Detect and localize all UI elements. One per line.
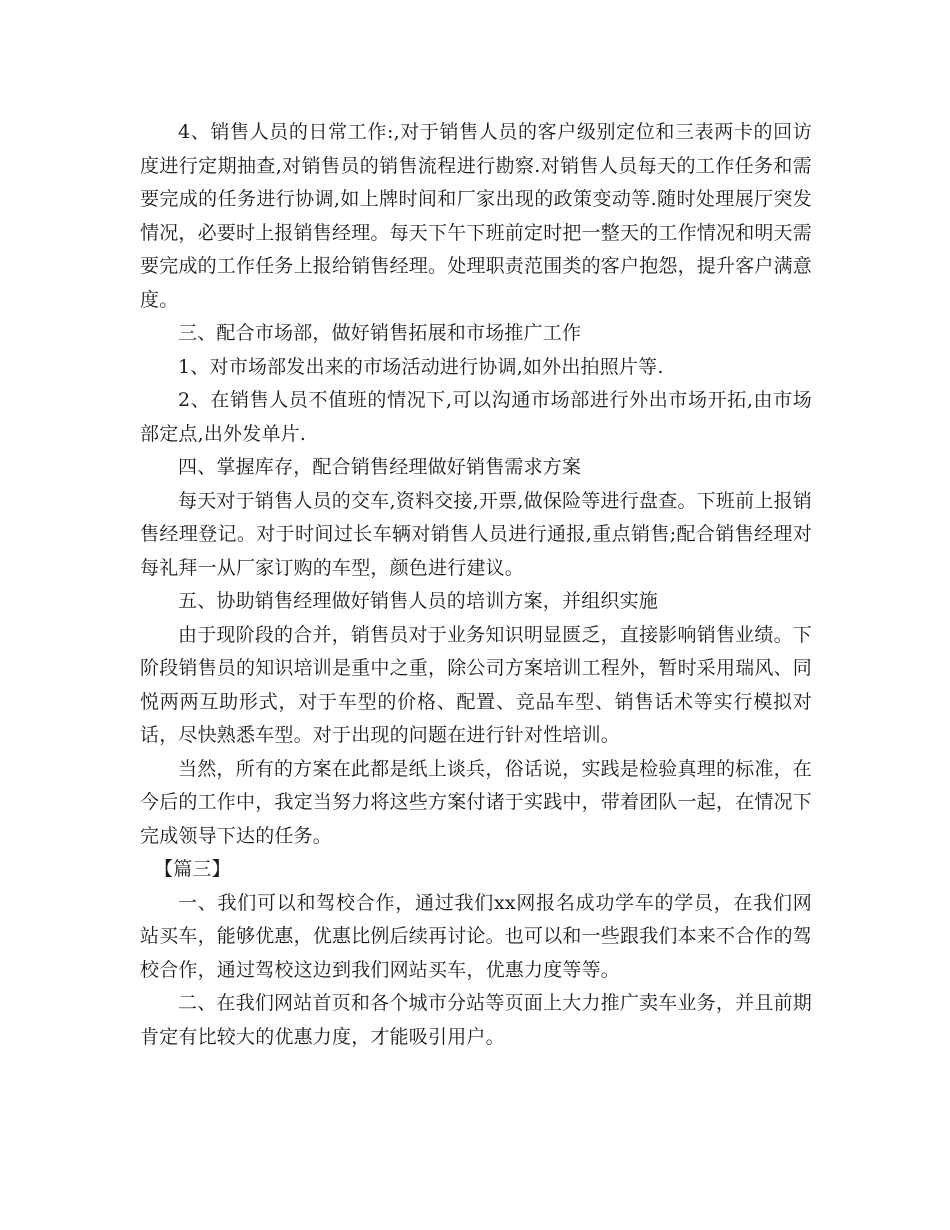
heading-section-four: 四、掌握库存，配合销售经理做好销售需求方案	[178, 456, 582, 478]
heading-section-five: 五、协助销售经理做好销售人员的培训方案，并组织实施	[178, 590, 659, 612]
paragraph-inventory-check: 每天对于销售人员的交车,资料交接,开票,做保险等进行盘查。下班前上报销售经理登记。对于时间过长车辆对销售人员进行通报,重点销售;配合销售经理对每礼拜一从厂家订购的车型，颜色进行建议。	[140, 489, 812, 579]
document-body	[140, 116, 812, 1054]
paragraph-conclusion: 当然，所有的方案在此都是纸上谈兵，俗话说，实践是检验真理的标准，在今后的工作中，我定当努力将这些方案付诸于实践中，带着团队一起，在情况下完成领导下达的任务。	[140, 757, 813, 847]
section-label-part-three: 【篇三】	[154, 858, 231, 880]
paragraph-website-promotion: 二、在我们网站首页和各个城市分站等页面上大力推广卖车业务，并且前期肯定有比较大的优惠力度，才能吸引用户。	[140, 992, 812, 1048]
paragraph-market-coordination: 1、对市场部发出来的市场活动进行协调,如外出拍照片等.	[178, 355, 664, 378]
paragraph-driving-school-cooperation: 一、我们可以和驾校合作，通过我们xx网报名成功学车的学员，在我们网站买车，能够优惠，优惠比例后续再讨论。也可以和一些跟我们本来不合作的驾校合作，通过驾校这边到我们网站买车，优惠力度等等。	[140, 891, 813, 981]
paragraph-market-expansion: 2、在销售人员不值班的情况下,可以沟通市场部进行外出市场开拓,由市场部定点,出外发单片.	[140, 389, 812, 445]
paragraph-training-plan: 由于现阶段的合并，销售员对于业务知识明显匮乏，直接影响销售业绩。下阶段销售员的知识培训是重中之重，除公司方案培训工程外，暂时采用瑞风、同悦两两互助形式，对于车型的价格、配置、竞品车型、销售话术等实行模拟对话，尽快熟悉车型。对于出现的问题在进行针对性培训。	[140, 623, 813, 746]
heading-section-three: 三、配合市场部，做好销售拓展和市场推广工作	[178, 322, 582, 344]
paragraph-daily-work: 4、销售人员的日常工作:,对于销售人员的客户级别定位和三表两卡的回访度进行定期抽查,对销售员的销售流程进行勘察.对销售人员每天的工作任务和需要完成的任务进行协调,如上牌时间和厂家出现的政策变动等.随时处理展厅突发情况，必要时上报销售经理。每天下午下班前定时把一整天的工作情况和明天需要完成的工作任务上报给销售经理。处理职责范围类的客户抱怨，提升客户满意度。	[140, 121, 813, 311]
